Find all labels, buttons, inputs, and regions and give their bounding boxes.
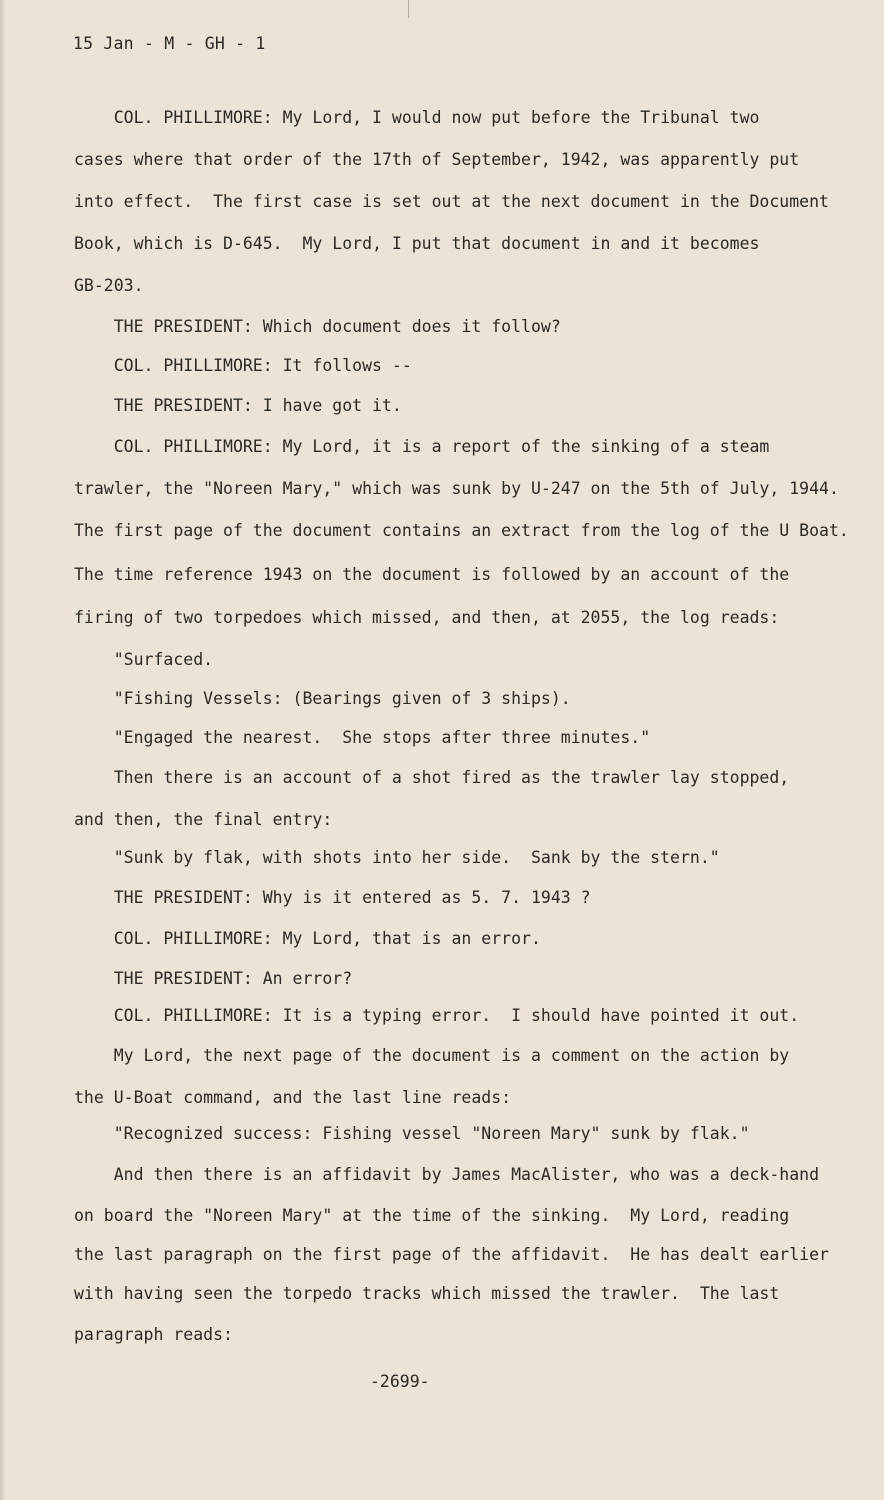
text-line: trawler, the "Noreen Mary," which was sunk by U-247 on the 5th of July, 1944. bbox=[74, 479, 839, 498]
page-header: 15 Jan - M - GH - 1 bbox=[73, 34, 266, 53]
text-line: with having seen the torpedo tracks which missed the trawler. The last bbox=[74, 1284, 780, 1303]
text-line: THE PRESIDENT: Why is it entered as 5. 7. 1943 ? bbox=[74, 888, 591, 907]
text-line: "Fishing Vessels: (Bearings given of 3 ships). bbox=[74, 689, 571, 708]
text-line: THE PRESIDENT: I have got it. bbox=[74, 396, 402, 415]
text-line: And then there is an affidavit by James MacAlister, who was a deck-hand bbox=[74, 1165, 820, 1184]
text-line: and then, the final entry: bbox=[74, 810, 333, 829]
text-line: "Sunk by flak, with shots into her side. Sank by the stern." bbox=[74, 848, 720, 867]
text-line: COL. PHILLIMORE: My Lord, that is an error. bbox=[74, 929, 541, 948]
text-line: COL. PHILLIMORE: My Lord, it is a report of the sinking of a steam bbox=[74, 437, 770, 456]
text-line: the U-Boat command, and the last line reads: bbox=[74, 1088, 512, 1107]
text-line: COL. PHILLIMORE: It is a typing error. I should have pointed it out. bbox=[74, 1006, 800, 1025]
text-line: THE PRESIDENT: An error? bbox=[74, 969, 353, 988]
text-line: into effect. The first case is set out at the next document in the Document bbox=[74, 192, 829, 211]
text-line: The time reference 1943 on the document is followed by an account of the bbox=[74, 565, 790, 584]
text-line: the last paragraph on the first page of the affidavit. He has dealt earlier bbox=[74, 1245, 829, 1264]
text-line: COL. PHILLIMORE: It follows -- bbox=[74, 356, 412, 375]
text-line: Book, which is D-645. My Lord, I put that document in and it becomes bbox=[74, 234, 760, 253]
binding-mark bbox=[408, 0, 409, 18]
text-line: My Lord, the next page of the document is a comment on the action by bbox=[74, 1046, 790, 1065]
text-line: cases where that order of the 17th of September, 1942, was apparently put bbox=[74, 150, 800, 169]
text-line: firing of two torpedoes which missed, and then, at 2055, the log reads: bbox=[74, 608, 780, 627]
text-line: "Engaged the nearest. She stops after three minutes." bbox=[74, 728, 651, 747]
text-line: Then there is an account of a shot fired as the trawler lay stopped, bbox=[74, 768, 790, 787]
text-line: GB-203. bbox=[74, 276, 144, 295]
text-line: paragraph reads: bbox=[74, 1325, 233, 1344]
text-line: THE PRESIDENT: Which document does it follow? bbox=[74, 317, 561, 336]
page-number: -2699- bbox=[370, 1372, 430, 1391]
text-line: on board the "Noreen Mary" at the time of the sinking. My Lord, reading bbox=[74, 1206, 790, 1225]
page-edge-shadow bbox=[0, 0, 6, 1500]
text-line: The first page of the document contains an extract from the log of the U Boat. bbox=[74, 521, 849, 540]
text-line: "Recognized success: Fishing vessel "Noreen Mary" sunk by flak." bbox=[74, 1124, 750, 1143]
text-line: "Surfaced. bbox=[74, 650, 214, 669]
text-line: COL. PHILLIMORE: My Lord, I would now put before the Tribunal two bbox=[74, 108, 760, 127]
